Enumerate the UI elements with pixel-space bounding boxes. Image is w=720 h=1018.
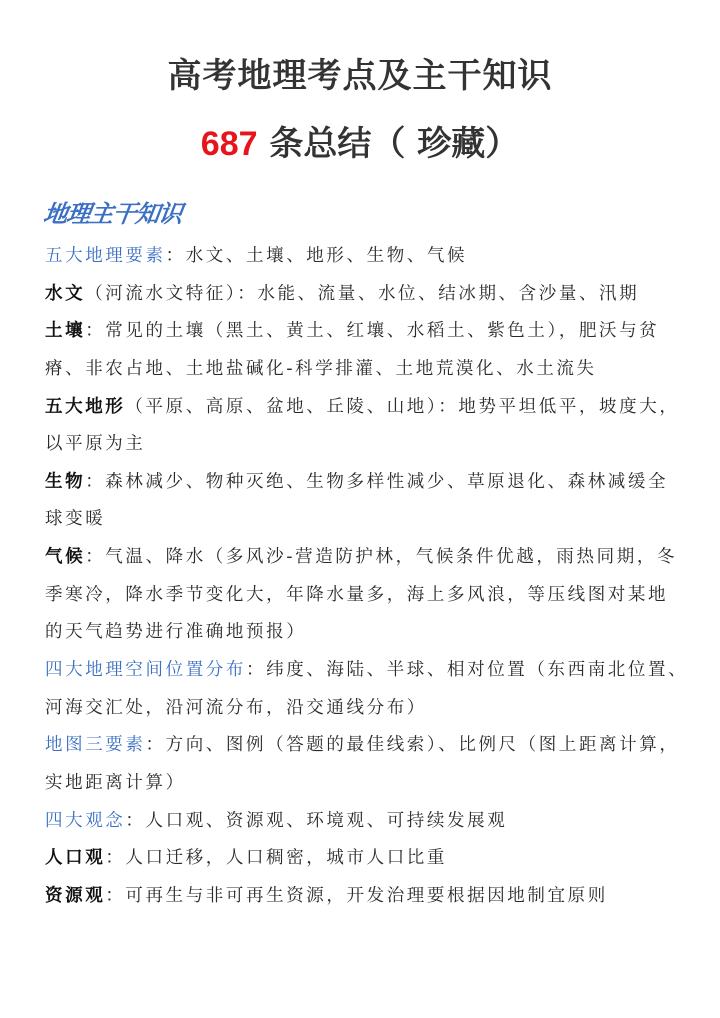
paragraph-line xyxy=(45,840,705,878)
term-label: 资源观 xyxy=(45,885,106,906)
term-text: ：人口观、资源观、环境观、可持续发展观 xyxy=(125,810,508,831)
paragraph-line xyxy=(45,539,705,577)
term-label: 人口观 xyxy=(45,848,106,869)
term-text: ：人口迁移，人口稠密，城市人口比重 xyxy=(105,848,448,869)
term-label: 土壤 xyxy=(45,321,86,342)
paragraph-line xyxy=(45,878,705,916)
term-text: 的天气趋势进行准确地预报） xyxy=(45,622,307,643)
paragraph-line xyxy=(45,803,705,841)
term-label: 生物 xyxy=(45,471,86,492)
paragraph-line xyxy=(45,351,705,389)
paragraph-line xyxy=(45,690,705,728)
term-text: ：方向、图例（答题的最佳线索）、比例尺（图上距离计算， xyxy=(145,735,680,756)
term-text: 以平原为主 xyxy=(45,434,146,455)
term-text: 实地距离计算） xyxy=(45,772,186,793)
term-label: 水文 xyxy=(45,283,86,304)
paragraph-line xyxy=(45,727,705,765)
paragraph-line xyxy=(45,765,705,803)
paragraph-line xyxy=(45,238,705,276)
term-label: 五大地形 xyxy=(45,396,126,417)
paragraph-line xyxy=(45,276,705,314)
paragraph-line xyxy=(45,426,705,464)
term-label: 五大地理要素 xyxy=(45,246,166,266)
term-text: ：常见的土壤（黑土、黄土、红壤、水稻土、紫色土），肥沃与贫 xyxy=(85,321,660,342)
term-text: ：可再生与非可再生资源，开发治理要根据因地制宜原则 xyxy=(105,885,608,906)
term-text: ：森林减少、物种灭绝、生物多样性减少、草原退化、森林减缓全 xyxy=(85,471,669,492)
subtitle-number: 687 xyxy=(200,125,258,163)
section-heading: 地理主干知识 xyxy=(41,200,184,228)
term-label: 四大地理空间位置分布 xyxy=(45,660,246,681)
paragraph-line xyxy=(45,464,705,502)
paragraph-line xyxy=(45,389,705,427)
paragraph-line xyxy=(45,501,705,539)
term-label: 四大观念 xyxy=(45,810,126,831)
term-text: 瘠、非农占地、土地盐碱化-科学排灌、土地荒漠化、水土流失 xyxy=(45,358,597,379)
term-text: （平原、高原、盆地、丘陵、山地）：地势平坦低平，坡度大， xyxy=(125,396,680,417)
paragraph-line xyxy=(45,614,705,652)
term-label: 地图三要素 xyxy=(45,735,146,756)
paragraph-line xyxy=(45,652,705,690)
term-text: （河流水文特征）：水能、流量、水位、结冰期、含沙量、汛期 xyxy=(85,283,640,304)
term-text: 季寒冷，降水季节变化大，年降水量多，海上多风浪，等压线图对某地 xyxy=(45,584,669,605)
document-body xyxy=(45,238,705,916)
subtitle-text: 条总结（ 珍藏） xyxy=(257,124,520,164)
paragraph-line xyxy=(45,313,705,351)
term-text: ：水文、土壤、地形、生物、气候 xyxy=(165,246,468,266)
term-text: 河海交汇处，沿河流分布，沿交通线分布） xyxy=(45,697,427,718)
paragraph-line xyxy=(45,577,705,615)
term-text: ：气温、降水（多风沙-营造防护林，气候条件优越，雨热同期，冬 xyxy=(85,547,678,568)
term-text: 球变暖 xyxy=(45,509,106,530)
term-label: 气候 xyxy=(45,547,86,568)
document-title: 高考地理考点及主干知识 xyxy=(167,56,553,96)
term-text: ：纬度、海陆、半球、相对位置（东西南北位置、 xyxy=(246,660,689,681)
document-subtitle xyxy=(0,116,720,165)
